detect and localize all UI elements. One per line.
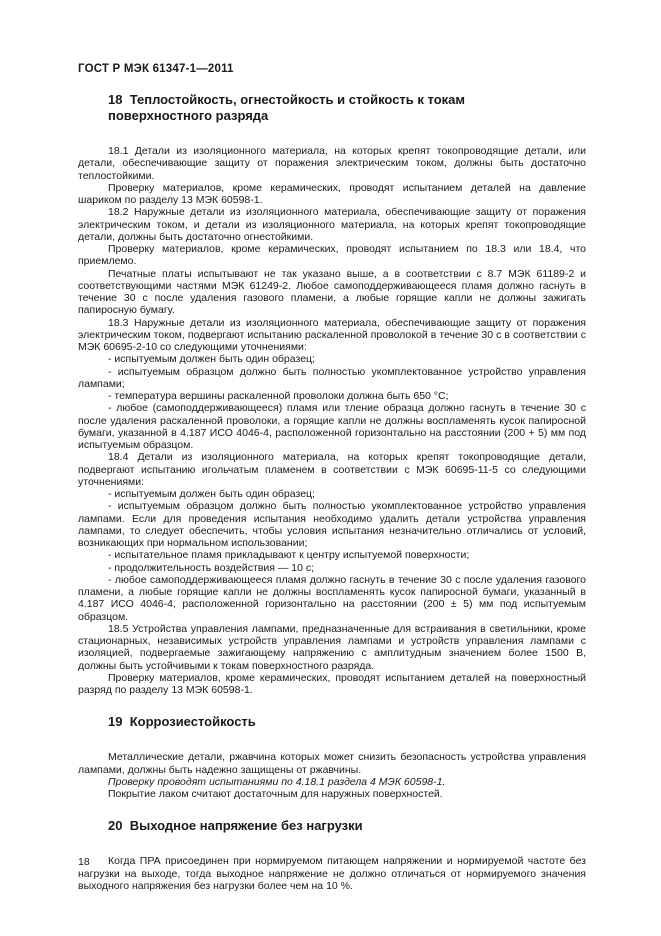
section-number: 19: [108, 714, 123, 730]
heading-spacer: [78, 124, 586, 145]
section-title-line: поверхностного разряда: [108, 108, 269, 123]
paragraph: - испытуемым образцом должно быть полностью укомплектованное устройство управления лампами. Если для проведения испытания необходимо удалить детали устройства управления лампами, то следует обеспечить, чтобы условия испытания незначительно отличались от условий, возникающих при нормальном использовании;: [78, 500, 586, 549]
paragraph: Проверку материалов, кроме керамических, проводят испытанием деталей на поверхностный разряд по разделу 13 МЭК 60598-1.: [78, 671, 586, 696]
paragraph: 18.1 Детали из изоляционного материала, на которых крепят токопроводящие детали, или детали, обеспечивающие защиту от поражения электрическим током, должны быть достаточно теплостойкими.: [78, 145, 586, 182]
section-heading-20: [78, 818, 586, 834]
paragraph: 18.4 Детали из изоляционного материала, на которых крепят токопроводящие детали, подвергают испытанию игольчатым пламенем в соответствии с МЭК 60695-11-5 со следующими уточнениями:: [78, 451, 586, 488]
document-body: [78, 92, 586, 892]
paragraph: Когда ПРА присоединен при нормируемом питающем напряжении и нормируемой частоте без нагрузки на выходе, тогда выходное напряжение не должно отличаться от нормируемого значения выходного напряжения без нагрузки более чем на 10 %.: [78, 855, 586, 892]
section-title-line: Коррозиестойкость: [129, 714, 256, 730]
paragraph: Проверку проводят испытаниями по 4.18.1 раздела 4 МЭК 60598-1.: [108, 775, 446, 788]
paragraph: - продолжительность воздействия — 10 с;: [108, 561, 315, 574]
paragraph: - любое самоподдерживающееся пламя должно гаснуть в течение 30 с после удаления газового пламени, а любые горящие капли не должны воспламенять кусок папиросной бумаги, указанный в 4.187 ИСО 4046-4, расположенной горизонтально на расстоянии (200 ± 5) мм под испытуемым образцом.: [78, 573, 586, 623]
section-number: 20: [108, 818, 123, 834]
paragraph: 18.2 Наружные детали из изоляционного материала, обеспечивающие защиту от поражения электрическим током, и детали из изоляционного материала, на которых крепят токопроводящие детали, должны быть достаточно огнестойкими.: [78, 206, 586, 243]
paragraph: - испытательное пламя прикладывают к центру испытуемой поверхности;: [108, 549, 470, 562]
paragraph: 18.5 Устройства управления лампами, предназначенные для встраивания в светильники, кроме стационарных, независимых устройств управления лампами и устройств управления лампами с изоляцией, подвергаемые зажигающему напряжению с амплитудным значением более 1500 В, должны быть устойчивыми к токам поверхностного разряда.: [78, 622, 586, 672]
paragraph: - испытуемым образцом должно быть полностью укомплектованное устройство управления лампами;: [78, 365, 586, 390]
paragraph: Проверку материалов, кроме керамических, проводят испытанием по 18.3 или 18.4, что приемлемо.: [78, 243, 586, 268]
heading-spacer: [78, 834, 586, 855]
document-header: ГОСТ Р МЭК 61347-1—2011: [78, 63, 234, 75]
paragraph: Металлические детали, ржавчина которых может снизить безопасность устройства управления лампами, должны быть надежно защищены от ржавчины.: [78, 751, 586, 776]
section-number: 18: [108, 92, 123, 107]
section-heading-19: [78, 714, 586, 730]
paragraph: - температура вершины раскаленной проволоки должна быть 650 °С;: [108, 390, 449, 402]
section-heading-18: [78, 92, 586, 124]
heading-spacer: [78, 730, 586, 751]
paragraph: Проверку материалов, кроме керамических, проводят испытанием деталей на давление шариком по разделу 13 МЭК 60598-1.: [78, 181, 586, 206]
section-spacer: [78, 800, 586, 818]
paragraph: - испытуемым должен быть один образец;: [108, 353, 315, 366]
paragraph: Покрытие лаком считают достаточным для наружных поверхностей.: [108, 788, 443, 800]
paragraph: 18.3 Наружные детали из изоляционного материала, обеспечивающие защиту от поражения электрическим током, подвергают испытанию раскаленной проволокой в течение 30 с в соответствии с МЭК 60695-2-10 со следующими уточнениями:: [78, 316, 586, 353]
paragraph: Печатные платы испытывают не так указано выше, а в соответствии с 8.7 МЭК 61189-2 и соответствующими частями МЭК 61249-2. Любое самоподдерживающееся пламя должно гаснуть в течение 30 с после удаления газового пламени, а любые горящие капли не должны зажигать папиросную бумагу.: [78, 267, 586, 317]
paragraph: - испытуемым должен быть один образец;: [108, 488, 315, 500]
section-title-line: Выходное напряжение без нагрузки: [129, 818, 363, 834]
section-spacer: [78, 696, 586, 714]
paragraph: - любое (самоподдерживающееся) пламя или тление образца должно гаснуть в течение 30 с после удаления раскаленной проволоки, а горящие капли не должны воспламенять кусок папиросной бумаги, указанной в 4.187 ИСО 4046-4, расположенной горизонтально на расстоянии (200 + 5) мм под испытуемым образцом.: [78, 402, 586, 451]
page-number: 18: [78, 856, 90, 868]
section-title-line: Теплостойкость, огнестойкость и стойкость к токам: [129, 92, 466, 107]
